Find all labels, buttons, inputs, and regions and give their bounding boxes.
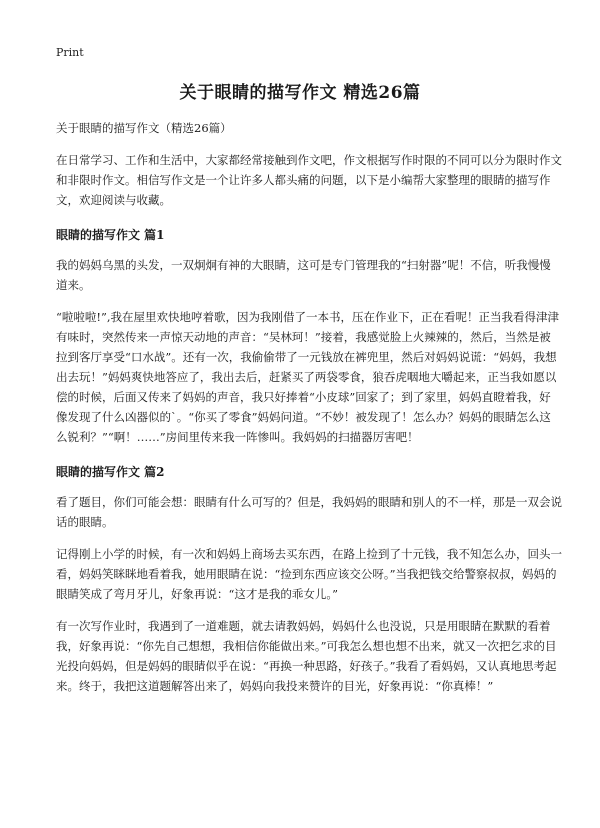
section-1-paragraph-1: 我的妈妈乌黑的头发，一双炯炯有神的大眼睛，这可是专门管理我的“扫射器”呢！不信，听我慢慢道来。 (56, 258, 551, 292)
article-subtitle: 关于眼睛的描写作文（精选26篇） (56, 121, 232, 135)
print-link[interactable]: Print (56, 46, 84, 59)
section-heading-1: 眼睛的描写作文 篇1 (56, 228, 165, 242)
page-title: 关于眼睛的描写作文 精选26篇 (179, 83, 421, 103)
section-heading-2: 眼睛的描写作文 篇2 (56, 465, 165, 479)
section-2-paragraph-3: 有一次写作业时，我遇到了一道难题，就去请教妈妈，妈妈什么也没说，只是用眼睛在默默的看着我，好象再说：“你先自己想想，我相信你能做出来。”可我怎么想也想不出来，就又一次把乞求的目光投向妈妈，但是妈妈的眼睛似乎在说：“再换一种思路，好孩子。”我看了看妈妈，又认真地思考起来。终于，我把这道题解答出来了，妈妈向我投来赞许的目光，好象再说：“你真棒！” (56, 619, 557, 693)
section-2-paragraph-2: 记得刚上小学的时候，有一次和妈妈上商场去买东西，在路上捡到了十元钱，我不知怎么办，回头一看，妈妈笑眯眯地看着我，她用眼睛在说：“捡到东西应该交公呀。”当我把钱交给警察叔叔，妈妈的眼睛笑成了弯月牙儿，好象再说：“这才是我的乖女儿。” (56, 547, 562, 601)
section-1-paragraph-2: “啦啦啦!”,我在屋里欢快地哼着歌，因为我刚借了一本书，压在作业下，正在看呢！正当我看得津津有味时，突然传来一声惊天动地的声音：“吴林珂！”接着，我感觉脸上火辣辣的，然后，当然是被拉到客厅享受“口水战”。还有一次，我偷偷带了一元钱放在裤兜里，然后对妈妈说谎：“妈妈，我想出去玩！”妈妈爽快地答应了，我出去后，赶紧买了两袋零食，狼吞虎咽地大嚼起来，正当我如愿以偿的时候，后面又传来了妈妈的声音，我只好捧着“小皮球”回家了；到了家里，妈妈直瞪着我，好像发现了什么凶器似的`。“你买了零食”妈妈问道。“不妙！被发现了！怎么办？妈妈的眼睛怎么这么锐利？”“啊！……”房间里传来我一阵惨叫。我妈妈的扫描器厉害吧！ (56, 310, 560, 444)
article-body (56, 120, 562, 708)
intro-paragraph: 在日常学习、工作和生活中，大家都经常接触到作文吧，作文根据写作时限的不同可以分为限时作文和非限时作文。相信写作文是一个让许多人都头痛的问题，以下是小编帮大家整理的眼睛的描写作文，欢迎阅读与收藏。 (56, 153, 562, 207)
section-2-paragraph-1: 看了题目，你们可能会想：眼睛有什么可写的？但是，我妈妈的眼睛和别人的不一样，那是一双会说话的眼睛。 (56, 495, 562, 529)
